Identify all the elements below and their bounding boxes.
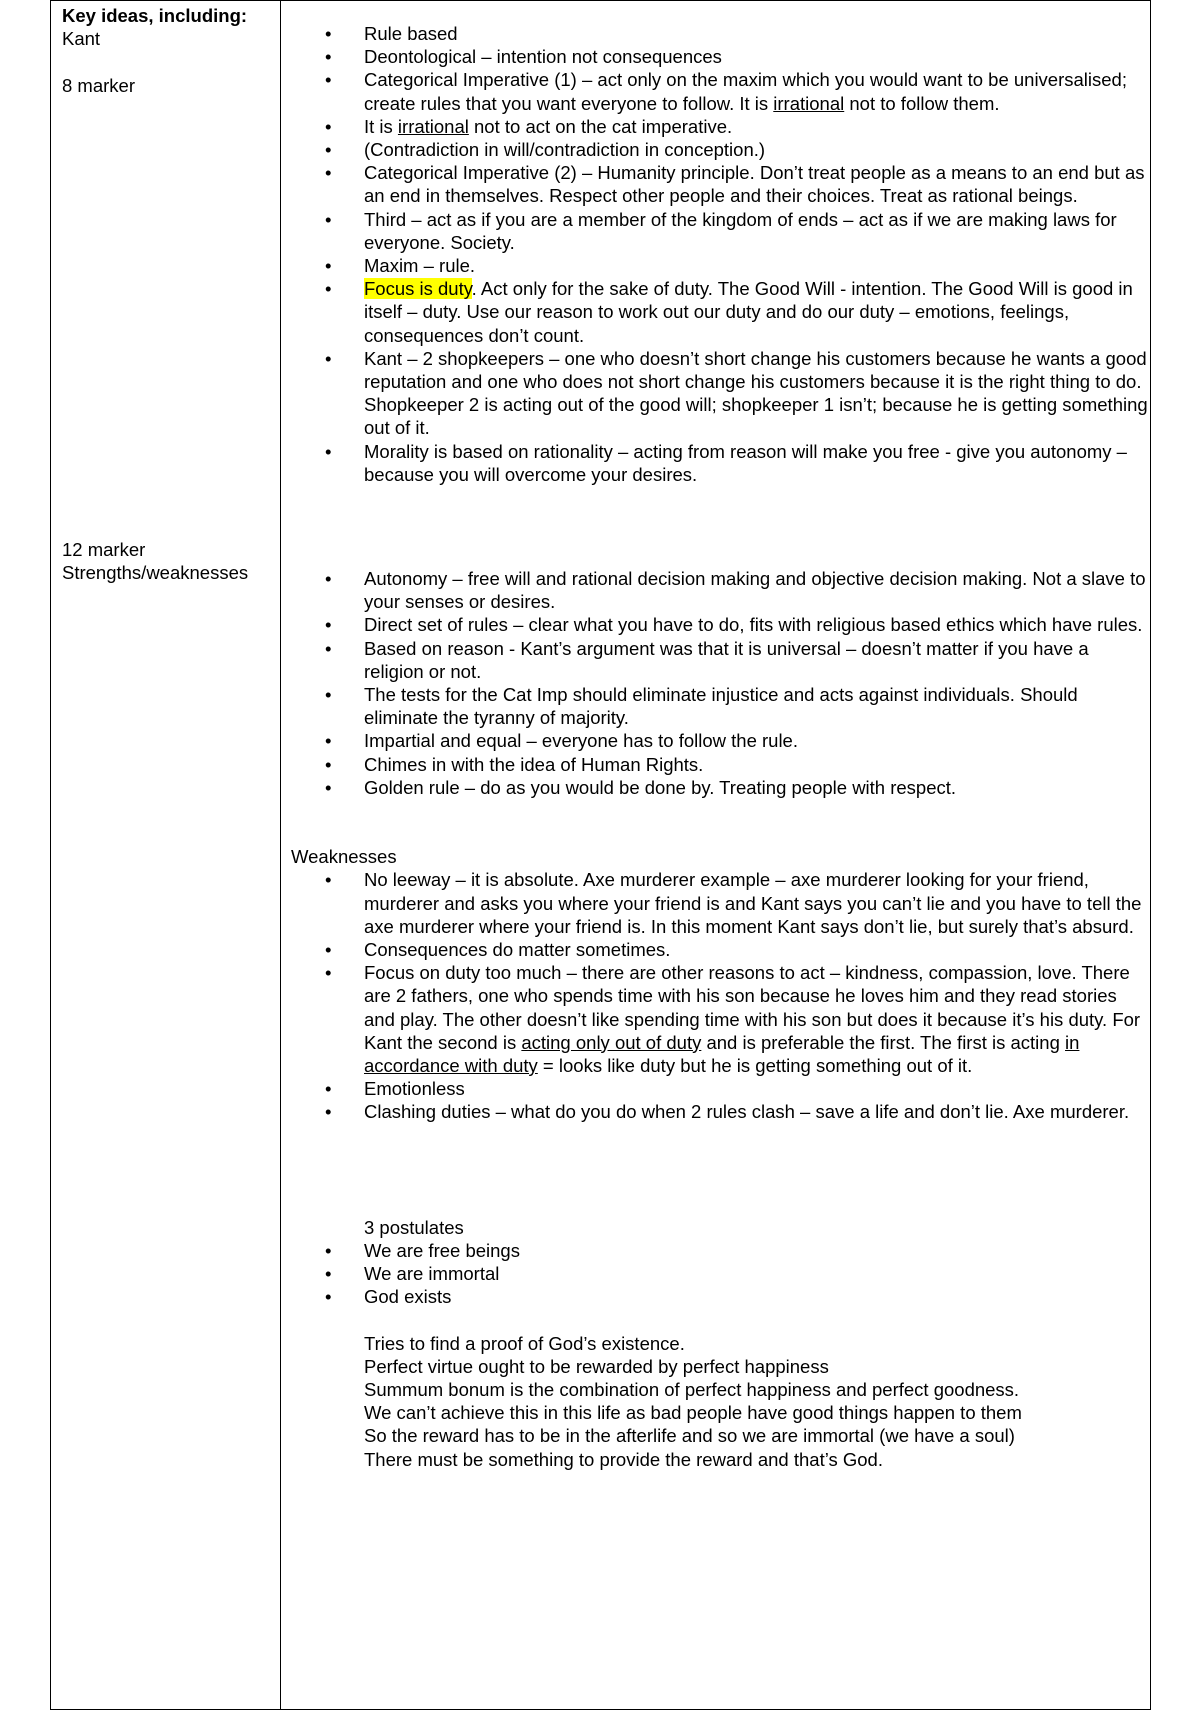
column-divider <box>280 1 281 1709</box>
list-item: • No leeway – it is absolute. Axe murderer example – axe murderer looking for your friend, murderer and asks you where your friend is and Kant says you can’t lie and you have to tell the axe murderer where your friend is. In this moment Kant says don’t lie, but surely that’s absurd. <box>291 868 1149 938</box>
list-item: • Third – act as if you are a member of the kingdom of ends – act as if we are making laws for everyone. Society. <box>291 208 1149 254</box>
list-item: • Categorical Imperative (2) – Humanity principle. Don’t treat people as a means to an end but as an end in themselves. Respect other people and their choices. Treat as rational beings. <box>291 161 1149 207</box>
list-item: • Focus is duty. Act only for the sake of duty. The Good Will - intention. The Good Will is good in itself – duty. Use our reason to work out our duty and do our duty – emotions, feelings, consequences don’t count. <box>291 277 1149 347</box>
list-item: • Chimes in with the idea of Human Rights. <box>291 753 1149 776</box>
list-item: • Clashing duties – what do you do when 2 rules clash – save a life and don’t lie. Axe murderer. <box>291 1100 1149 1123</box>
list-item: • Kant – 2 shopkeepers – one who doesn’t short change his customers because he wants a good reputation and one who does not short change his customers because it is the right thing to do. Shopkeeper 2 is acting out of the good will; shopkeeper 1 isn’t; because he is getting something out of it. <box>291 347 1149 440</box>
marker-12-label: 12 marker <box>62 538 146 560</box>
text-line: There must be something to provide the reward and that’s God. <box>364 1448 883 1470</box>
list-item: • (Contradiction in will/contradiction in conception.) <box>291 138 1149 161</box>
highlighted-text: Focus is duty <box>364 278 472 300</box>
underlined-term: acting only out of duty <box>521 1031 702 1053</box>
list-item: • We are immortal <box>291 1262 1149 1285</box>
list-item: • Direct set of rules – clear what you have to do, fits with religious based ethics which have rules. <box>291 613 1149 636</box>
text-line: So the reward has to be in the afterlife and so we are immortal (we have a soul) <box>364 1425 1015 1447</box>
list-item: • Maxim – rule. <box>291 254 1149 277</box>
list-item: • Golden rule – do as you would be done by. Treating people with respect. <box>291 776 1149 799</box>
list-item: • The tests for the Cat Imp should eliminate injustice and acts against individuals. Should eliminate the tyranny of majority. <box>291 683 1149 729</box>
key-ideas-list <box>291 22 1149 486</box>
list-item: • God exists <box>291 1285 1149 1308</box>
left-header: Key ideas, including: <box>62 5 248 26</box>
postulates-heading: 3 postulates <box>364 1216 464 1238</box>
list-item: • Rule based <box>291 22 1149 45</box>
list-item: • Focus on duty too much – there are other reasons to act – kindness, compassion, love. There are 2 fathers, one who spends time with his son because he loves him and they read stories and play. The other doesn’t like spending time with his son but does it because it’s his duty. For Kant the second is acting only out of duty and is preferable the first. The first is acting in accordance with duty = looks like duty but he is getting something out of it. <box>291 961 1149 1077</box>
weaknesses-heading: Weaknesses <box>291 846 397 868</box>
list-item: • Morality is based on rationality – acting from reason will make you free - give you autonomy – because you will overcome your desires. <box>291 440 1149 486</box>
weaknesses-list <box>291 868 1149 1123</box>
list-item: • Emotionless <box>291 1077 1149 1100</box>
list-item: • Autonomy – free will and rational decision making and objective decision making. Not a slave to your senses or desires. <box>291 567 1149 613</box>
topic-label: Kant <box>62 28 101 50</box>
text-line: We can’t achieve this in this life as bad people have good things happen to them <box>364 1402 1022 1424</box>
text-line: Tries to find a proof of God’s existence. <box>364 1332 685 1354</box>
underlined-term: irrational <box>773 92 845 114</box>
list-item: • Consequences do matter sometimes. <box>291 938 1149 961</box>
underlined-term: irrational <box>397 115 469 137</box>
list-item: • Based on reason - Kant’s argument was that it is universal – doesn’t matter if you have a religion or not. <box>291 637 1149 683</box>
notes-table <box>50 0 1151 1710</box>
list-item: • Impartial and equal – everyone has to follow the rule. <box>291 729 1149 752</box>
strengths-list <box>291 567 1149 799</box>
underlined-term: in accordance with duty <box>364 1031 1080 1076</box>
list-item: • We are free beings <box>291 1239 1149 1262</box>
text-line: Summum bonum is the combination of perfect happiness and perfect goodness. <box>364 1378 1020 1400</box>
list-item: • Categorical Imperative (1) – act only on the maxim which you would want to be universalised; create rules that you want everyone to follow. It is irrational not to follow them. <box>291 68 1149 114</box>
marker-8-label: 8 marker <box>62 74 135 96</box>
text-line: Perfect virtue ought to be rewarded by perfect happiness <box>364 1355 829 1377</box>
closing-paragraph <box>291 1332 1149 1471</box>
right-column <box>291 22 1149 1471</box>
list-item: • Deontological – intention not consequences <box>291 45 1149 68</box>
postulates-list <box>291 1239 1149 1309</box>
strengths-weaknesses-label: Strengths/weaknesses <box>62 562 249 583</box>
left-column <box>62 4 277 584</box>
list-item: • It is irrational not to act on the cat imperative. <box>291 115 1149 138</box>
